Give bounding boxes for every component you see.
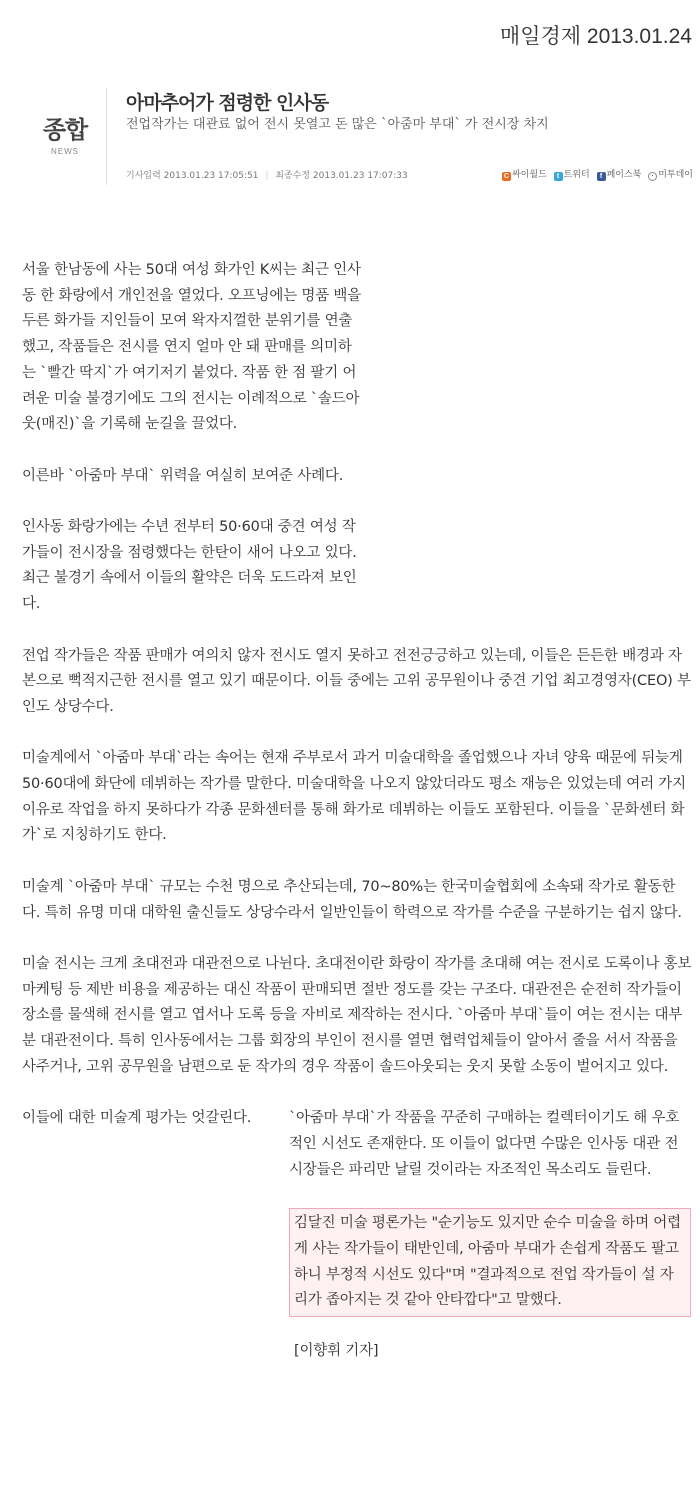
share-me2day-link[interactable] — [648, 167, 693, 181]
share-twitter-label: 트위터 — [563, 170, 590, 180]
section-label: 종합 — [42, 116, 88, 144]
share-facebook-label: 페이스북 — [606, 170, 642, 180]
modified-label: 최종수정 — [275, 171, 311, 181]
section-badge — [30, 110, 100, 156]
share-facebook-link[interactable] — [597, 167, 642, 181]
paragraph-6: 미술계 `아줌마 부대` 규모는 수천 명으로 추산되는데, 70~80%는 한국미술협회에 소속돼 작가로 활동한다. 특히 유명 미대 대학원 출신들도 상당수라서 일반인들이 학력으로 작가를 수준을 구분하기는 쉽지 않다. — [22, 878, 682, 921]
byline: [이향휘 기자] — [294, 1343, 379, 1360]
share-cyworld-label: 싸이월드 — [511, 170, 547, 180]
article-body — [22, 258, 692, 1390]
section-sub-label: NEWS — [51, 147, 79, 156]
paragraph-7: 미술 전시는 크게 초대전과 대관전으로 나뉜다. 초대전이란 화랑이 작가를 초대해 여는 전시로 도록이나 홍보 마케팅 등 제반 비용을 제공하는 대신 작품이 판매되면 절반 정도를 갖는 구조다. 대관전은 순전히 작가들이 장소를 물색해 전시를 열고 엽서나 도록 등을 자비로 제작하는 전시다. `아줌마 부대`들이 여는 전시는 대부분 대관전이다. 특히 인사동에서는 그룹 회장의 부인이 전시를 열면 협력업체들이 알아서 줄을 서서 작품을 사주거나, 고위 공무원을 남편으로 둔 작가의 경우 작품이 솔드아웃되는 웃지 못할 소동이 벌어지고 있다. — [22, 955, 692, 1075]
article-headline: 아마추어가 점령한 인사동 — [126, 92, 329, 114]
paragraph-8-lead: 이들에 대한 미술계 평가는 엇갈린다. — [22, 1110, 252, 1127]
modified-time: 2013.01.23 17:07:33 — [312, 171, 408, 181]
article-meta — [126, 168, 408, 181]
article-subheadline: 전업작가는 대관료 없어 전시 못열고 돈 많은 `아줌마 부대` 가 전시장 차지 — [126, 117, 549, 132]
meta-separator: | — [265, 171, 269, 181]
paragraph-8 — [22, 1106, 692, 1183]
published-label: 기사입력 — [126, 171, 161, 181]
facebook-icon: f — [597, 172, 606, 181]
paragraph-8-rest: `아줌마 부대`가 작품을 꾸준히 구매하는 컬렉터이기도 해 우호적인 시선도 존재한다. 또 이들이 없다면 수많은 인사동 대관 전시장들은 파리만 날릴 것이라는 자조적인 목소리도 들린다. — [289, 1110, 680, 1178]
paragraph-4: 전업 작가들은 작품 판매가 여의치 않자 전시도 열지 못하고 전전긍긍하고 있는데, 이들은 든든한 배경과 자본으로 뻑적지근한 전시를 열고 있기 때문이다. 이들 중에는 고위 공무원이나 중견 기업 최고경영자(CEO) 부인도 상당수다. — [22, 647, 691, 715]
header-divider — [106, 88, 107, 185]
twitter-icon: t — [554, 172, 563, 181]
paragraph-2: 이른바 `아줌마 부대` 위력을 여실히 보여준 사례다. — [22, 467, 344, 484]
share-twitter-link[interactable] — [554, 167, 590, 181]
share-me2day-label: 미투데이 — [658, 170, 693, 180]
share-bar — [498, 167, 693, 181]
paragraph-1: 서울 한남동에 사는 50대 여성 화가인 K씨는 최근 인사동 한 화랑에서 개인전을 열었다. 오프닝에는 명품 백을 두른 화가들 지인들이 모여 왁자지껄한 분위기를 연출했고, 작품들은 전시를 연지 얼마 안 돼 판매를 의미하는 `빨간 딱지`가 여기저기 붙었다. 작품 한 점 팔기 어려운 미술 불경기에도 그의 전시는 이례적으로 `솔드아웃(매진)`을 기록해 눈길을 끌었다. — [22, 262, 362, 433]
paragraph-3: 인사동 화랑가에는 수년 전부터 50·60대 중견 여성 작가들이 전시장을 점령했다는 한탄이 새어 나오고 있다. 최근 불경기 속에서 이들의 활약은 더욱 도드라져 보인다. — [22, 519, 357, 613]
paragraph-5: 미술계에서 `아줌마 부대`라는 속어는 현재 주부로서 과거 미술대학을 졸업했으나 자녀 양육 때문에 뒤늦게 50·60대에 화단에 데뷔하는 작가를 말한다. 미술대학을 나오지 않았더라도 평소 재능은 있었는데 여러 가지 이유로 작업을 하지 못하다가 각종 문화센터를 통해 화가로 데뷔하는 이들도 포함된다. 이들을 `문화센터 화가`로 지칭하기도 한다. — [22, 750, 686, 844]
highlighted-quote — [289, 1208, 691, 1317]
me2day-icon: · — [648, 172, 657, 181]
cyworld-icon: C — [503, 173, 509, 180]
newspaper-source-date: 매일경제 2013.01.24 — [499, 25, 692, 48]
share-cyworld-link[interactable] — [502, 167, 547, 181]
quote-text: 김달진 미술 평론가는 "순기능도 있지만 순수 미술을 하며 어렵게 사는 작가들이 태반인데, 아줌마 부대가 손쉽게 작품도 팔고 하니 부정적 시선도 있다"며 "결과적으로 전업 작가들이 설 자리가 좁아지는 것 같아 안타깝다"고 말했다. — [294, 1215, 681, 1309]
article-header — [30, 88, 695, 188]
published-time: 2013.01.23 17:05:51 — [163, 171, 259, 181]
